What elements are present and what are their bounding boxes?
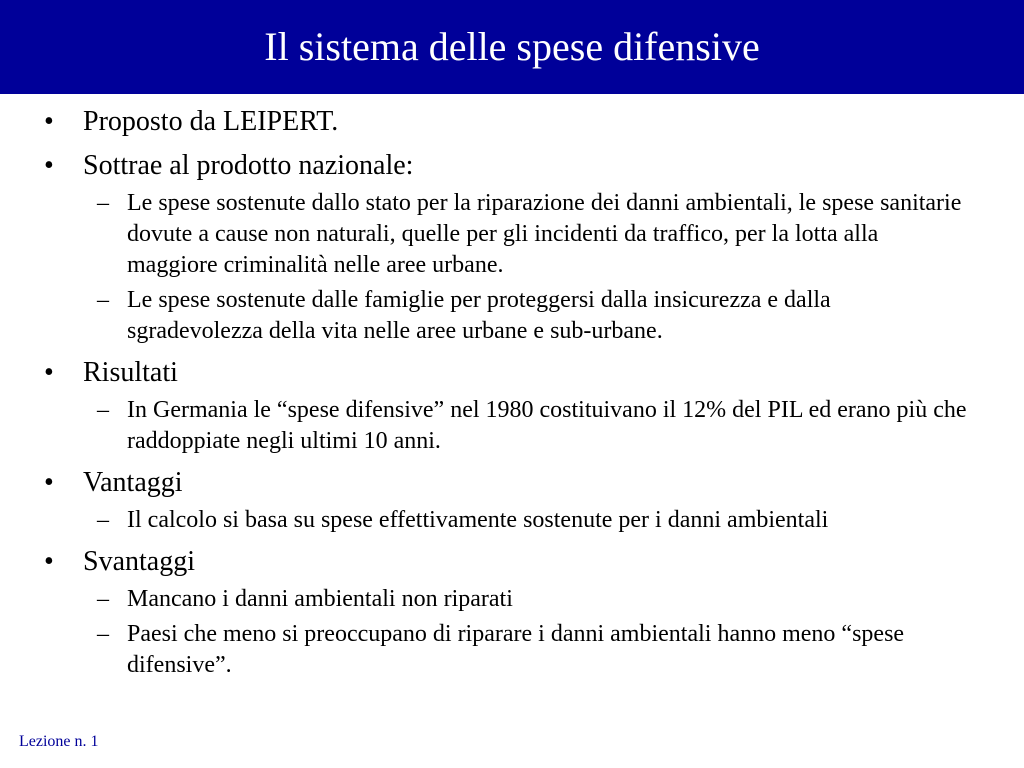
slide-title: Il sistema delle spese difensive [264,24,760,69]
bullet-item [0,106,1024,138]
bullet-icon: • [44,467,54,498]
sub-item [0,188,1024,281]
bullet-icon: • [44,106,54,137]
slide-content [0,106,1024,691]
bullet-item [0,357,1024,389]
dash-icon: – [97,621,109,647]
dash-icon: – [97,507,109,533]
sub-item [0,584,1024,615]
dash-icon: – [97,287,109,313]
bullet-text: Risultati [83,357,178,388]
bullet-item [0,150,1024,182]
sub-item-text: Il calcolo si basa su spese effettivamente sostenute per i danni ambientali [127,507,829,533]
bullet-item [0,467,1024,499]
dash-icon: – [97,586,109,612]
sub-item-text: Mancano i danni ambientali non riparati [127,586,513,612]
bullet-text: Proposto da LEIPERT. [83,106,339,137]
sub-item [0,285,1024,347]
bullet-text: Sottrae al prodotto nazionale: [83,150,414,181]
bullet-icon: • [44,357,54,388]
bullet-text: Vantaggi [83,467,183,498]
sub-item-text: Paesi che meno si preoccupano di riparare i danni ambientali hanno meno “spese difensive”. [127,621,905,678]
dash-icon: – [97,397,109,423]
sub-item-text: In Germania le “spese difensive” nel 1980 costituivano il 12% del PIL ed erano più che raddoppiate negli ultimi 10 anni. [127,397,967,454]
sub-item-text: Le spese sostenute dallo stato per la riparazione dei danni ambientali, le spese sanitarie dovute a cause non naturali, quelle per gli incidenti da traffico, per la lotta alla maggiore criminalità nelle aree urbane. [127,190,962,278]
bullet-icon: • [44,150,54,181]
sub-item [0,619,1024,681]
bullet-text: Svantaggi [83,546,195,577]
sub-item-text: Le spese sostenute dalle famiglie per proteggersi dalla insicurezza e dalla sgradevolezza della vita nelle aree urbane e sub-urbane. [127,287,831,344]
slide-footer: Lezione n. 1 [19,733,99,750]
bullet-item [0,546,1024,578]
bullet-icon: • [44,546,54,577]
sub-item [0,505,1024,536]
sub-item [0,395,1024,457]
dash-icon: – [97,190,109,216]
